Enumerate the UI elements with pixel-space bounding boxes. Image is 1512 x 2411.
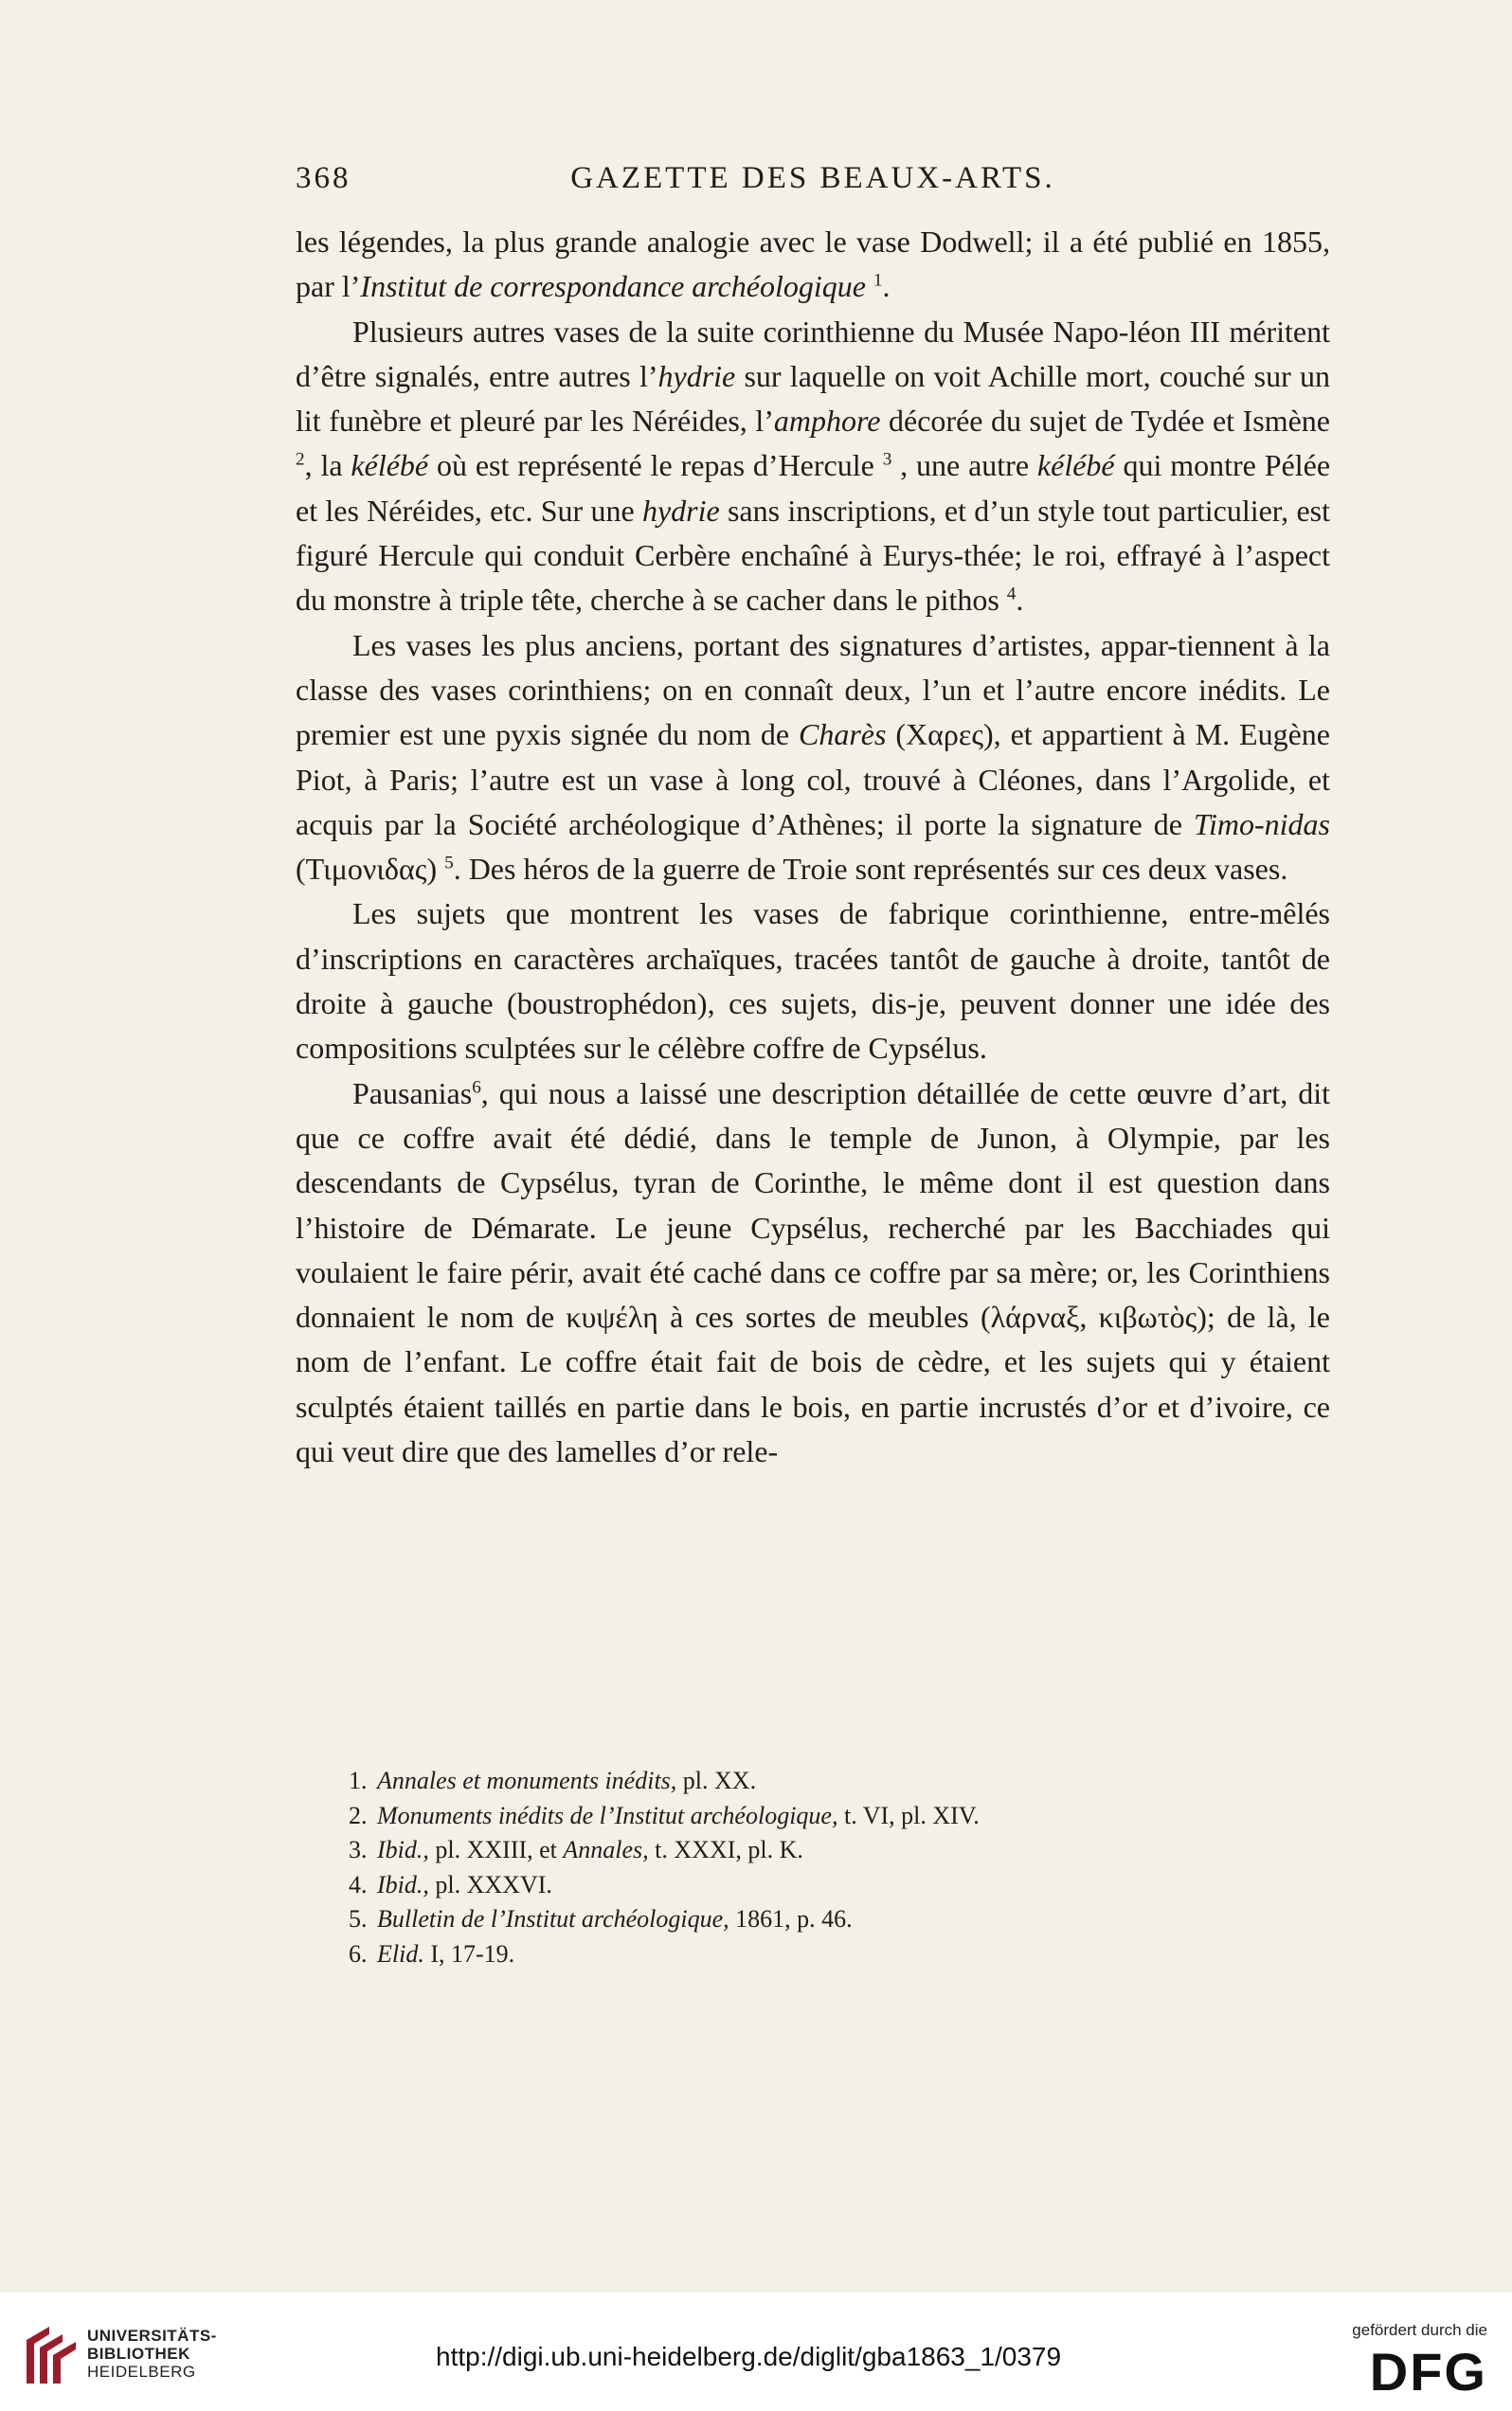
- text-run: qui montre Pélée et les Néréides, etc. Sur une: [296, 448, 1331, 528]
- footnote: [349, 1799, 1315, 1834]
- footnote: [349, 1833, 1315, 1868]
- footnote-ref: 3: [882, 449, 892, 470]
- italic-text: Ibid.,: [377, 1870, 429, 1898]
- italic-text: Charès: [798, 717, 887, 752]
- text-run: Pausanias: [352, 1075, 473, 1110]
- text-run: pl. XXXVI.: [428, 1870, 552, 1898]
- text-run: t. VI, pl. XIV.: [837, 1801, 980, 1829]
- italic-text: hydrie: [641, 493, 720, 528]
- italic-text: Timo-nidas: [1193, 806, 1330, 841]
- text-run: . Des héros de la guerre de Troie sont représentés sur ces deux vases.: [453, 852, 1288, 887]
- page-number: 368: [296, 161, 351, 195]
- footnote-number: 6.: [349, 1939, 368, 1968]
- paragraph: [296, 891, 1330, 1071]
- footnote: [349, 1868, 1315, 1903]
- footnote-ref: 4: [1006, 584, 1017, 604]
- footnote: [349, 1937, 1315, 1972]
- italic-text: hydrie: [657, 358, 736, 393]
- text-run: les légendes, la plus grande analogie avec le vase Dodwell; il a été publié en 1855, par l’: [296, 225, 1330, 304]
- text-run: I, 17-19.: [423, 1939, 515, 1968]
- text-run: Plusieurs autres vases de la suite corinthienne du Musée Napo-léon III méritent d’être signalés, entre autres l’: [296, 314, 1330, 393]
- text-run: , une autre: [891, 448, 1037, 483]
- footnote-ref: 1: [873, 270, 883, 291]
- text-run: 1861, p. 46.: [729, 1905, 853, 1933]
- text-run: pl. XXIII, et: [428, 1836, 564, 1863]
- footnote-number: 3.: [349, 1836, 368, 1863]
- text-run: , qui nous a laissé une description détaillée de cette œuvre d’art, dit que ce coffre avait été dédié, dans le temple de Junon, à Olympie, par les descendants de Cypsélus, tyran de Corinthe, le même dont il est question dans l’histoire de Démarate. Le jeune Cypsélus, recherché par les Bacchiades qui voulaient le faire périr, avait été caché dans ce coffre par sa mère; or, les Corinthiens donnaient le nom de κυψέλη à ces sortes de meubles (λάρναξ, κιβωτὸς); de là, le nom de l’enfant. Le coffre était fait de bois de cèdre, et les sujets qui y étaient sculptés étaient taillés en partie dans le bois, en partie incrustés d’or et d’ivoire, ce qui veut dire que des lamelles d’or rele-: [296, 1075, 1330, 1469]
- text-run: où est représenté le repas d’Hercule: [428, 448, 883, 483]
- text-run: (Τιμονιδας): [296, 852, 445, 887]
- italic-text: Annales,: [563, 1836, 649, 1863]
- text-run: sans inscriptions, et d’un style tout particulier, est figuré Hercule qui conduit Cerbère enchaîné à Eurys-thée; le roi, effrayé à l’aspect du monstre à triple tête, cherche à se cacher dans le pithos: [296, 493, 1331, 618]
- library-name: UNIVERSITÄTS- BIBLIOTHEK HEIDELBERG: [87, 2327, 217, 2381]
- text-run: .: [882, 269, 891, 304]
- viewer-footer: [0, 2293, 1512, 2411]
- footnote-number: 1.: [349, 1767, 368, 1794]
- footnote: [349, 1764, 1315, 1799]
- permalink-url[interactable]: http://digi.ub.uni-heidelberg.de/diglit/gba1863_1/0379: [436, 2342, 1062, 2371]
- text-run: , la: [304, 448, 351, 483]
- italic-text: Annales et monuments inédits,: [377, 1767, 677, 1794]
- text-run: Les sujets que montrent les vases de fabrique corinthienne, entre-mêlés d’inscriptions en caractères archaïques, tracées tantôt de gauche à droite, tantôt de droite à gauche (boustrophédon), ces sujets, dis-je, peuvent donner une idée des compositions sculptées sur le célèbre coffre de Cypsélus.: [296, 896, 1330, 1066]
- footnote-number: 2.: [349, 1801, 368, 1829]
- running-title: GAZETTE DES BEAUX-ARTS.: [570, 161, 1055, 195]
- italic-text: Monuments inédits de l’Institut archéologique,: [377, 1801, 838, 1829]
- italic-text: kélébé: [1036, 448, 1115, 483]
- text-run: Les vases les plus anciens, portant des signatures d’artistes, appar-tiennent à la classe des vases corinthiens; on en connaît deux, l’un et l’autre encore inédits. Le premier est une pyxis signée du nom de: [296, 627, 1330, 752]
- footnote: [349, 1902, 1315, 1937]
- body-text: [296, 220, 1330, 1474]
- paragraph: [296, 623, 1330, 892]
- footnote-ref: 2: [296, 449, 305, 470]
- text-run: [866, 269, 873, 303]
- funded-by-label: gefördert durch die: [1352, 2321, 1487, 2339]
- italic-text: kélébé: [351, 448, 429, 483]
- italic-text: Bulletin de l’Institut archéologique,: [377, 1905, 729, 1933]
- paragraph: [296, 310, 1330, 623]
- library-logo-icon: [21, 2321, 81, 2389]
- text-run: (Χαρες), et appartient à M. Eugène Piot, à Paris; l’autre est un vase à long col, trouvé à Cléones, dans l’Argolide, et acquis par la Société archéologique d’Athènes; il porte la signature de: [296, 717, 1331, 841]
- footnote-ref: 5: [444, 853, 454, 873]
- page-header: [296, 161, 1330, 203]
- paragraph: [296, 220, 1330, 310]
- italic-text: amphore: [773, 404, 881, 439]
- text-run: décorée du sujet de Tydée et Ismène: [880, 404, 1330, 439]
- italic-text: Institut de correspondance archéologique: [360, 269, 866, 304]
- footnotes: [349, 1764, 1315, 1971]
- italic-text: Elid.: [377, 1939, 424, 1968]
- paragraph: [296, 1071, 1330, 1475]
- italic-text: Ibid.,: [377, 1836, 429, 1863]
- dfg-logo: DFG: [1369, 2342, 1487, 2402]
- text-run: pl. XX.: [676, 1767, 757, 1794]
- footnote-number: 4.: [349, 1870, 368, 1898]
- footnote-number: 5.: [349, 1905, 368, 1933]
- footnote-ref: 6: [472, 1076, 481, 1097]
- text-run: sur laquelle on voit Achille mort, couché sur un lit funèbre et pleuré par les Néréides, l’: [296, 358, 1331, 439]
- text-run: t. XXXI, pl. K.: [648, 1836, 803, 1863]
- text-run: .: [1016, 583, 1024, 618]
